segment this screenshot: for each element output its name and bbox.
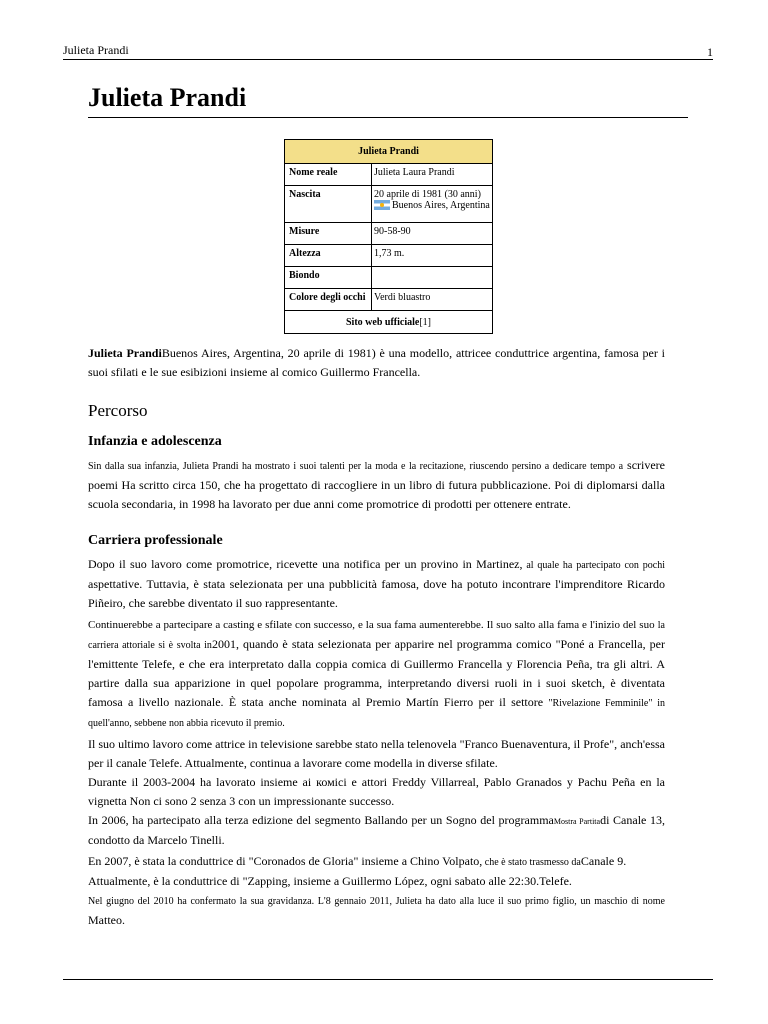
small-text: Continuerebbe a partecipare a casting e sfilate con successo, e la sua fama aumenterebbe. Il suo salto alla fama e l'inizio del suo xyxy=(88,619,655,631)
small-text: la carriera attoriale si è svolta in xyxy=(88,620,665,651)
paragraph: Durante il 2003-2004 ha lavorato insieme ai комici e attori Freddy Villarreal, Pablo Granados y Pachu Peña en la vignetta Non ci sono 2 senza 3 con un impressionante successo. xyxy=(88,775,665,808)
page-header xyxy=(63,43,713,60)
infobox-value-birth xyxy=(372,186,493,223)
lead-name: Julieta Prandi xyxy=(88,346,162,360)
running-title: Julieta Prandi xyxy=(63,43,129,57)
website-link[interactable]: Sito web ufficiale xyxy=(346,316,420,328)
infobox-value: Julieta Laura Prandi xyxy=(372,164,493,186)
text: aspettative. Tuttavia, è stata selezionata per una pubblicità famosa, dove ha potuto incontrare l'imprenditore Ricardo Piñeiro, che sarebbe diventato il suo rappresentante. xyxy=(88,577,665,610)
page-number: 1 xyxy=(707,45,713,59)
infobox-label: Nome reale xyxy=(285,164,372,186)
infobox-label: Biondo xyxy=(285,267,372,289)
infobox-value: 1,73 m. xyxy=(372,245,493,267)
subsection-title: Infanzia e adolescenza xyxy=(88,434,222,449)
infobox-label: Altezza xyxy=(285,245,372,267)
text: In 2006, ha partecipato alla terza edizione del segmento Ballando per un Sogno del programma xyxy=(88,813,554,827)
paragraph xyxy=(88,615,665,733)
small-text: al quale ha partecipato con pochi xyxy=(522,560,665,571)
section-title: Percorso xyxy=(88,401,148,420)
text: Canale 9. xyxy=(580,854,627,868)
argentina-flag-icon xyxy=(374,200,390,210)
infobox-label: Nascita xyxy=(285,186,372,223)
website-cell xyxy=(285,311,493,334)
text: 2001, quando è stata selezionata per apparire nel programma comico "Poné a Francella, per l'emittente Telefe, e che era interpretato dalla coppia comica di Guillermo Francella y Florencia Peña, tra gli altri. A partire dalla sua apparizione in quel popolare programma, interpretando diversi ruoli in xyxy=(88,637,665,690)
small-text: Sin dalla sua infanzia, Julieta Prandi ha mostrato i suoi talenti per la moda e la recitazione, riuscendo persino a dedicare tempo a xyxy=(88,461,624,472)
paragraph: Il suo ultimo lavoro come attrice in televisione sarebbe stato nella telenovela "Franco Buenaventura, il Profe", anch'essa per il canale Telefe. Attualmente, continua a lavorare come modella in diverse sfilate. xyxy=(88,737,665,770)
infobox-value: 90-58-90 xyxy=(372,223,493,245)
paragraph xyxy=(88,811,665,850)
lead-paragraph xyxy=(88,344,665,382)
infobox-value xyxy=(372,267,493,289)
infobox-label: Misure xyxy=(285,223,372,245)
footer-rule xyxy=(63,979,713,980)
text: En 2007, è stata la conduttrice di "Coronados de Gloria" insieme a Chino Volpato, xyxy=(88,854,483,868)
small-text: Mostra Partita xyxy=(553,817,601,826)
text: di Canale 13, condotto da Marcelo Tinelli. xyxy=(88,813,666,847)
small-text: che è stato trasmesso da xyxy=(482,857,581,868)
birth-place: Buenos Aires, Argentina xyxy=(392,200,490,211)
lead-text: Buenos Aires, Argentina, 20 aprile di 1981) è una modello, attricee conduttrice argentina, famosa per i suoi sfilati e le sue esibizioni insieme al comico Guillermo Francella. xyxy=(88,346,665,379)
infobox-value: Verdi bluastro xyxy=(372,289,493,311)
paragraph: Attualmente, è la conduttrice di "Zapping, insieme a Guillermo López, ogni sabato alle 22:30.Telefe. xyxy=(88,874,572,888)
paragraph xyxy=(88,852,665,872)
infobox-label: Colore degli occhi xyxy=(285,289,372,311)
article xyxy=(88,82,688,927)
paragraph xyxy=(88,555,665,613)
infobox xyxy=(284,139,493,334)
infobox-title: Julieta Prandi xyxy=(285,140,493,164)
website-ref[interactable]: [1] xyxy=(419,316,431,328)
text: i suoi sketch, è diventata famosa a livello nazionale. È stata anche nominata al Premio Martín Fierro per il settore xyxy=(88,676,665,709)
article-title: Julieta Prandi xyxy=(88,82,688,118)
text: Matteo. xyxy=(88,913,125,927)
body-text xyxy=(88,344,665,930)
birth-date: 20 aprile di 1981 (30 anni) xyxy=(374,189,481,200)
small-text: Nel giugno del 2010 ha confermato la sua gravidanza. L'8 gennaio 2011, Julieta ha dato alla luce il suo primo figlio, un maschio di nome xyxy=(88,896,665,907)
text: scrivere poemi Ha scritto circa 150, che ha progettato di raccogliere in un libro di futura pubblicazione. Poi di diplomarsi dalla scuola secondaria, in 1998 ha lavorato per due anni come promotrice di prodotti per ottenere entrate. xyxy=(88,458,666,511)
paragraph xyxy=(88,891,665,930)
subsection-title: Carriera professionale xyxy=(88,533,223,548)
text: Dopo il suo lavoro come promotrice, ricevette una notifica per un provino in Martinez, xyxy=(88,557,523,571)
paragraph xyxy=(88,456,665,514)
small-text: "Rivelazione Femminile" in quell'anno, sebbene non abbia ricevuto il premio. xyxy=(88,698,666,729)
